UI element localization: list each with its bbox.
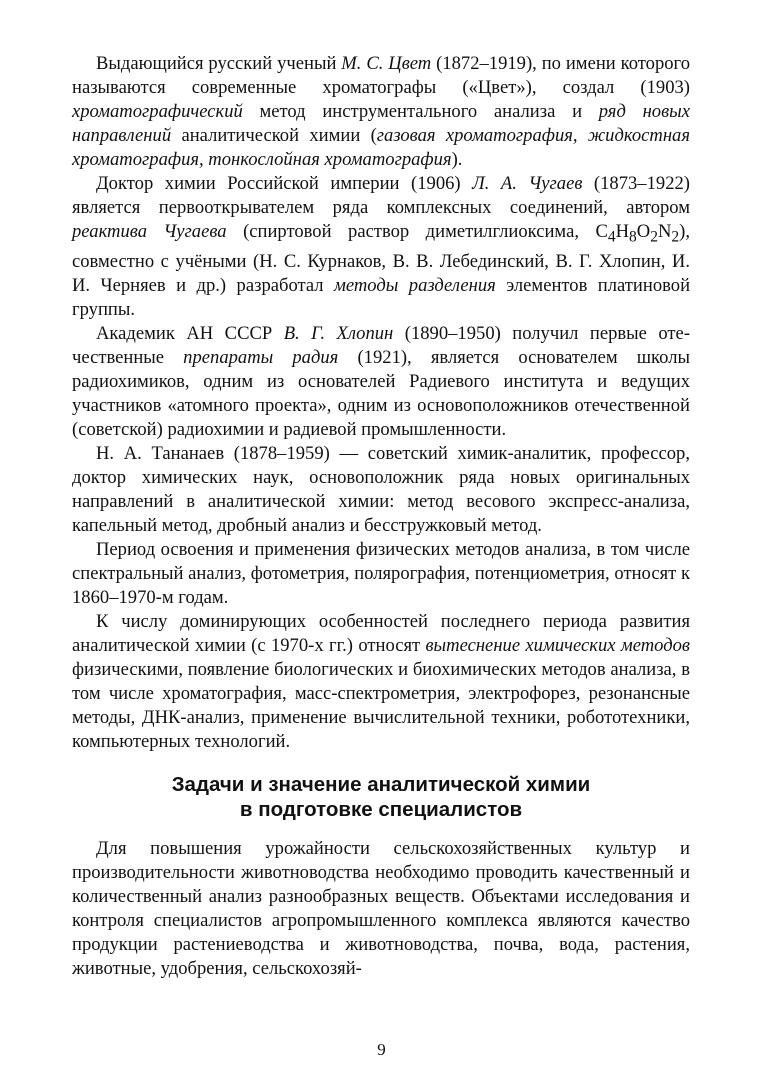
paragraph [72,52,690,172]
text-run: Для повышения урожайности сельскохозяйственных культур и производительности животноводства необходимо проводить качественный и количественный анализ разнообразных веществ. Объектами исследования и контроля специалистов агропромышленного комплекса являются качество продукции растениеводства и животноводства, почва, вода, растения, животные, удобрения, сельскохозяй- [72,837,690,979]
subscript-text: 8 [629,228,637,246]
text-run: ). [451,149,463,170]
section-heading-line-1: Задачи и значение аналитической химии [171,772,591,796]
text-run: Выдающийся русский ученый [96,53,342,74]
text-run: H [615,221,630,242]
text-run: ), совместно с учёными (Н. С. Курнаков, В. В. Лебединский, В. Г. Хлопин, И. И. Черняев и др.) разработал [72,221,691,296]
paragraph [72,610,690,754]
italic-text: препараты радия [183,346,339,368]
text-run: метод инструментального анализа и [242,101,599,122]
text-run: К числу доминирующих особенностей последнего периода развития аналитической химии (с 1970-х гг.) относят [72,610,690,656]
paragraph [72,837,690,981]
paragraph [72,442,690,538]
paragraph [72,322,690,442]
italic-text: В. Г. Хлопин [283,322,394,344]
page-content [72,52,690,981]
subscript-text: 2 [650,228,658,246]
paragraph [72,172,690,322]
italic-text: вытеснение химических методов [425,634,690,656]
italic-text: хроматографический [72,101,243,122]
text-run: (спиртовой раствор диметилглиоксима, C [226,221,608,242]
italic-text: ряд новых направлений [72,101,691,146]
paragraphs-after-heading [72,837,690,981]
text-run: O [636,221,651,242]
italic-text: методы разделения [334,274,496,296]
text-run: Н. А. Тананаев (1878–1959) — советский химик-аналитик, профессор, доктор химических наук, основоположник ряда новых оригинальных направлений в аналитической химии: метод весового экспресс-анализа, капельный метод, дробный анализ и бесстружковый метод. [72,442,690,536]
page-number: 9 [377,1040,386,1059]
section-heading-line-2: в подготовке специалистов [239,797,523,821]
italic-text: газовая хроматография, жидкостная хроматография, тонкослойная хроматография [72,125,690,170]
text-run: аналитической химии ( [171,125,377,146]
paragraphs-before-heading [72,52,690,754]
text-run: (1921), является основателем школы радиохимиков, одним из основателей Радиевого института и ведущих участников «атомного проекта», одним из основоположников отечественной (советской) радиохимии и радиевой промышленности. [72,346,690,440]
text-run: элементов платиновой группы. [72,274,691,320]
text-run: Период освоения и применения физических методов анализа, в том числе спектральный анализ, фотометрия, полярография, потенциометрия, относят к 1860–1970-м годам. [72,538,690,608]
text-run: Доктор химии Российской империи (1906) [96,173,473,194]
text-run: (1890–1950) получил первые отечественные [72,322,691,368]
italic-text: М. С. Цвет [341,53,432,74]
text-run: Академик АН СССР [96,322,284,344]
text-run: N [657,221,672,242]
paragraph [72,538,690,610]
text-run: (1872–1919), по имени которого называются современные хроматографы («Цвет»), создал (1903) [72,53,690,98]
text-run: физическими, появление биологических и биохимических методов анализа, в том числе хроматография, масс-спектрометрия, электрофорез, резонансные методы, ДНК-анализ, применение вычислительной техники, робототехники, компьютерных технологий. [72,658,690,752]
subscript-text: 2 [671,228,680,246]
italic-text: Л. А. Чугаев [472,173,583,194]
text-run: (1873–1922) является первооткрывателем ряда комплексных соединений, автором [72,173,690,218]
section-heading [72,772,690,822]
italic-text: реактива Чугаева [72,221,227,242]
subscript-text: 4 [607,228,616,246]
